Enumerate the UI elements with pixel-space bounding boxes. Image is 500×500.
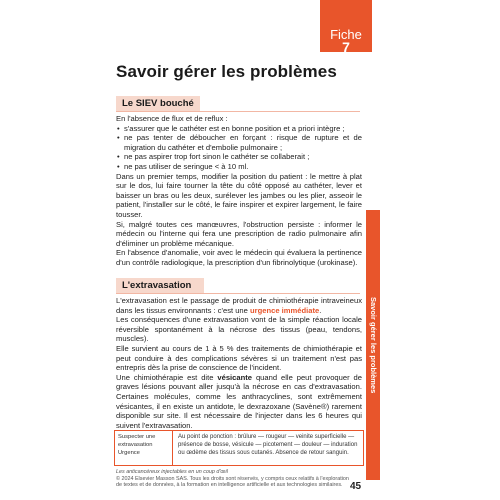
page-number: 45 [350,481,362,492]
book-title: Les anticancéreux injectables en un coup d'œil [116,469,228,475]
info-box-text: Au point de ponction : brûlure — rougeur — veinite superficielle — présence de bosse, vésicule — picotement — douleur — induration ou œdème des tissus sous cutanés. Absence de retour sanguin. [178,434,358,456]
list-item: • ne pas utiliser de seringue < à 10 ml. [116,162,362,172]
paragraph: Si, malgré toutes ces manœuvres, l'obstruction persiste : informer le médecin ou l'interne qui fera une prescription de radio pulmonaire afin d'éliminer un problème mécanique. [116,219,362,248]
paragraph: En l'absence d'anomalie, voir avec le médecin qui évaluera la pertinence d'un contrôle radiologique, la prescription d'un fibrinolytique (urokinase). [116,248,362,267]
fiche-number: 7 [342,39,350,55]
paragraph: Les conséquences d'une extravasation vont de la simple réaction locale réversible spontanément à la nécrose des tissus (peau, tendons, muscles). [116,315,362,344]
side-tab-label: Savoir gérer les problèmes [369,296,378,394]
fiche-label: Fiche [330,27,362,42]
copyright-text: © 2024 Elsevier Masson SAS. Tous les droits sont réservés, y compris ceux relatifs à l'exploration de textes et de données, à la formation en intelligence artificielle et aux technologies similaires. [116,475,349,489]
list-item: • ne pas aspirer trop fort sinon le cathéter se collaberait ; [116,152,362,162]
paragraph: Dans un premier temps, modifier la position du patient : le mettre à plat sur le dos, lui faire tourner la tête du côté opposé au cathéter, lever et baisser un bras ou les deux, surélever les jambes ou les plier, asseoir le patient, l'installer sur le côté, le faire inspirer et expirer largement, le faire tousser. [116,171,362,219]
section-heading-extravasation: L'extravasation [116,278,204,293]
paragraph: L'extravasation est le passage de produit de chimiothérapie intraveineux dans les tissus environnants : c'est une urgence immédiate. [116,296,362,315]
section-divider [116,293,360,294]
info-label-line: extravasation [118,442,153,448]
paragraph: Une chimiothérapie est dite vésicante quand elle peut provoquer de graves lésions pouvant aller jusqu'à la nécrose en cas d'extravasation. Certaines molécules, comme les anthracyclines, sont extrêmement vésicantes, il en existe un antidote, le dexrazoxane (Savène®) rarement disponible sur site. Il est nécessaire de l'injecter dans les 6 heures qui suivent l'extravasation. [116,372,362,430]
info-label-line: Urgence [118,450,140,456]
bullet-list [116,124,362,172]
list-item: • s'assurer que le cathéter est en bonne position et a priori intègre ; [116,124,362,134]
section-body-siev [116,114,362,268]
section-body-extravasation [116,296,362,430]
highlight-urgence: urgence immédiate [250,305,320,315]
paragraph: Elle survient au cours de 1 à 5 % des traitements de chimiothérapie et peut conduire à des complications sévères si un traitement n'est pas entrepris dès la prise de conscience de l'incident. [116,343,362,373]
section-heading-siev: Le SIEV bouché [116,96,200,111]
info-box-label [115,431,173,465]
page-title: Savoir gérer les problèmes [116,62,337,81]
info-label-line: Suspecter une [118,434,156,440]
list-item: • ne pas tenter de déboucher en forçant : risque de rupture et de migration du cathéter et d'embolie pulmonaire ; [116,133,362,152]
intro-text: En l'absence de flux et de reflux : [116,114,228,123]
section-divider [116,111,360,112]
info-box [114,430,364,466]
fiche-badge [320,0,372,55]
footer [116,469,356,489]
highlight-vesicante: vésicante [217,372,253,382]
